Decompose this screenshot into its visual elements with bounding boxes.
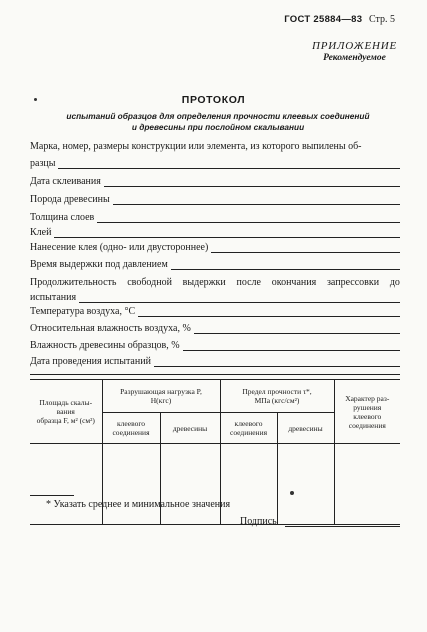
brand-label-line2: разцы (30, 158, 56, 169)
table-cell[interactable] (160, 444, 220, 525)
header-area-line: вания (56, 407, 75, 416)
free-exposure-word: после (236, 277, 261, 288)
signature-row (240, 516, 400, 527)
glue-application-row (30, 242, 400, 253)
subheader-strength-wood: древесины (277, 413, 334, 444)
wood-moisture-label: Влажность древесины образцов, % (30, 340, 180, 351)
protocol-subtitle (28, 111, 408, 133)
protocol-title: ПРОТОКОЛ (181, 94, 246, 106)
layer-thickness-label: Толщина слоев (30, 212, 95, 223)
brand-label-line1: Марка, номер, размеры конструкции или элемента, из которого выпилены об- (30, 141, 362, 152)
free-exposure-label-line2: испытания (30, 292, 77, 303)
wood-moisture-field[interactable] (183, 342, 400, 351)
header-character-line: соединения (348, 420, 386, 430)
gluing-date-label: Дата склеивания (30, 176, 101, 187)
signature-label: Подпись (240, 516, 277, 527)
free-exposure-line1 (30, 277, 400, 288)
signature-field[interactable] (285, 518, 400, 527)
subheader-line: соединения (112, 428, 150, 437)
header-character-line: Характер раз- (345, 393, 390, 403)
standard-number: ГОСТ 25884—83 (284, 14, 363, 25)
subheader-strength-glued (220, 413, 277, 444)
glue-label: Клей (30, 227, 52, 238)
table-cell[interactable] (30, 444, 102, 525)
appendix-block (312, 40, 397, 63)
table-cell[interactable] (220, 444, 277, 525)
subheader-load-wood: древесины (160, 413, 220, 444)
air-temperature-row (30, 306, 400, 317)
speck-mark (290, 491, 294, 495)
gluing-date-field[interactable] (104, 178, 400, 187)
free-exposure-word: выдержки (182, 277, 226, 288)
wood-species-row (30, 194, 400, 205)
glue-row (30, 227, 400, 238)
header-load (102, 380, 220, 413)
header-strength-line: МПа (кгс/см²) (254, 396, 300, 405)
table-cell[interactable] (277, 444, 334, 525)
glue-application-field[interactable] (211, 244, 400, 253)
page-number: Стр. 5 (368, 14, 395, 25)
header-strength (220, 380, 334, 413)
brand-line1 (30, 141, 400, 152)
header-area (30, 380, 102, 444)
glue-application-label: Нанесение клея (одно- или двустороннее) (30, 242, 209, 253)
appendix-subtitle: Рекомендуемое (323, 53, 386, 63)
brand-field[interactable] (58, 160, 400, 169)
test-date-field[interactable] (154, 358, 400, 367)
free-exposure-field[interactable] (79, 294, 400, 303)
free-exposure-word: свободной (127, 277, 172, 288)
header-load-line: Разрушающая нагрузка P, (120, 387, 202, 396)
protocol-subtitle-line2: и древесины при послойном скалывании (131, 122, 305, 132)
table-cell[interactable] (334, 444, 400, 525)
header-character (334, 380, 400, 444)
test-date-row (30, 356, 400, 367)
air-humidity-field[interactable] (194, 325, 400, 334)
layer-thickness-row (30, 212, 400, 223)
subheader-line: соединения (229, 428, 268, 437)
page-header (284, 14, 395, 25)
subheader-line: клеевого (234, 419, 263, 428)
test-date-label: Дата проведения испытаний (30, 356, 151, 367)
glue-field[interactable] (54, 229, 400, 238)
header-load-line: Н(кгс) (150, 396, 172, 405)
pressure-time-row (30, 259, 400, 270)
pressure-time-field[interactable] (171, 261, 400, 270)
header-area-line: образца F, м² (см²) (36, 416, 95, 425)
header-area-line: Площадь скалы- (39, 398, 93, 407)
air-humidity-row (30, 323, 400, 334)
table-row (30, 444, 400, 525)
footnote-rule (30, 495, 74, 496)
free-exposure-word: Продолжительность (30, 277, 117, 288)
air-temperature-field[interactable] (138, 308, 400, 317)
footnote: * Указать среднее и минимальное значения (46, 499, 231, 510)
table-header-row (30, 380, 400, 413)
free-exposure-line2 (30, 292, 400, 303)
table-cell[interactable] (102, 444, 160, 525)
header-character-line: клеевого (353, 411, 382, 421)
protocol-subtitle-line1: испытаний образцов для определения прочности клеевых соединений (66, 111, 370, 121)
free-exposure-word: до (389, 277, 400, 288)
wood-species-label: Порода древесины (30, 194, 110, 205)
layer-thickness-field[interactable] (97, 214, 400, 223)
air-humidity-label: Относительная влажность воздуха, % (30, 323, 191, 334)
pressure-time-label: Время выдержки под давлением (30, 259, 168, 270)
air-temperature-label: Температура воздуха, °С (30, 306, 136, 317)
subheader-line: клеевого (117, 419, 145, 428)
free-exposure-word: окончания (271, 277, 317, 288)
wood-moisture-row (30, 340, 400, 351)
table-top-rule (30, 374, 400, 375)
gluing-date-row (30, 176, 400, 187)
header-character-line: рушения (353, 402, 382, 412)
subheader-load-glued (102, 413, 160, 444)
free-exposure-word: запрессовки (326, 277, 380, 288)
header-strength-line: Предел прочности τ*, (242, 387, 312, 396)
brand-line2 (30, 158, 400, 169)
wood-species-field[interactable] (113, 196, 400, 205)
appendix-title: ПРИЛОЖЕНИЕ (312, 40, 397, 52)
